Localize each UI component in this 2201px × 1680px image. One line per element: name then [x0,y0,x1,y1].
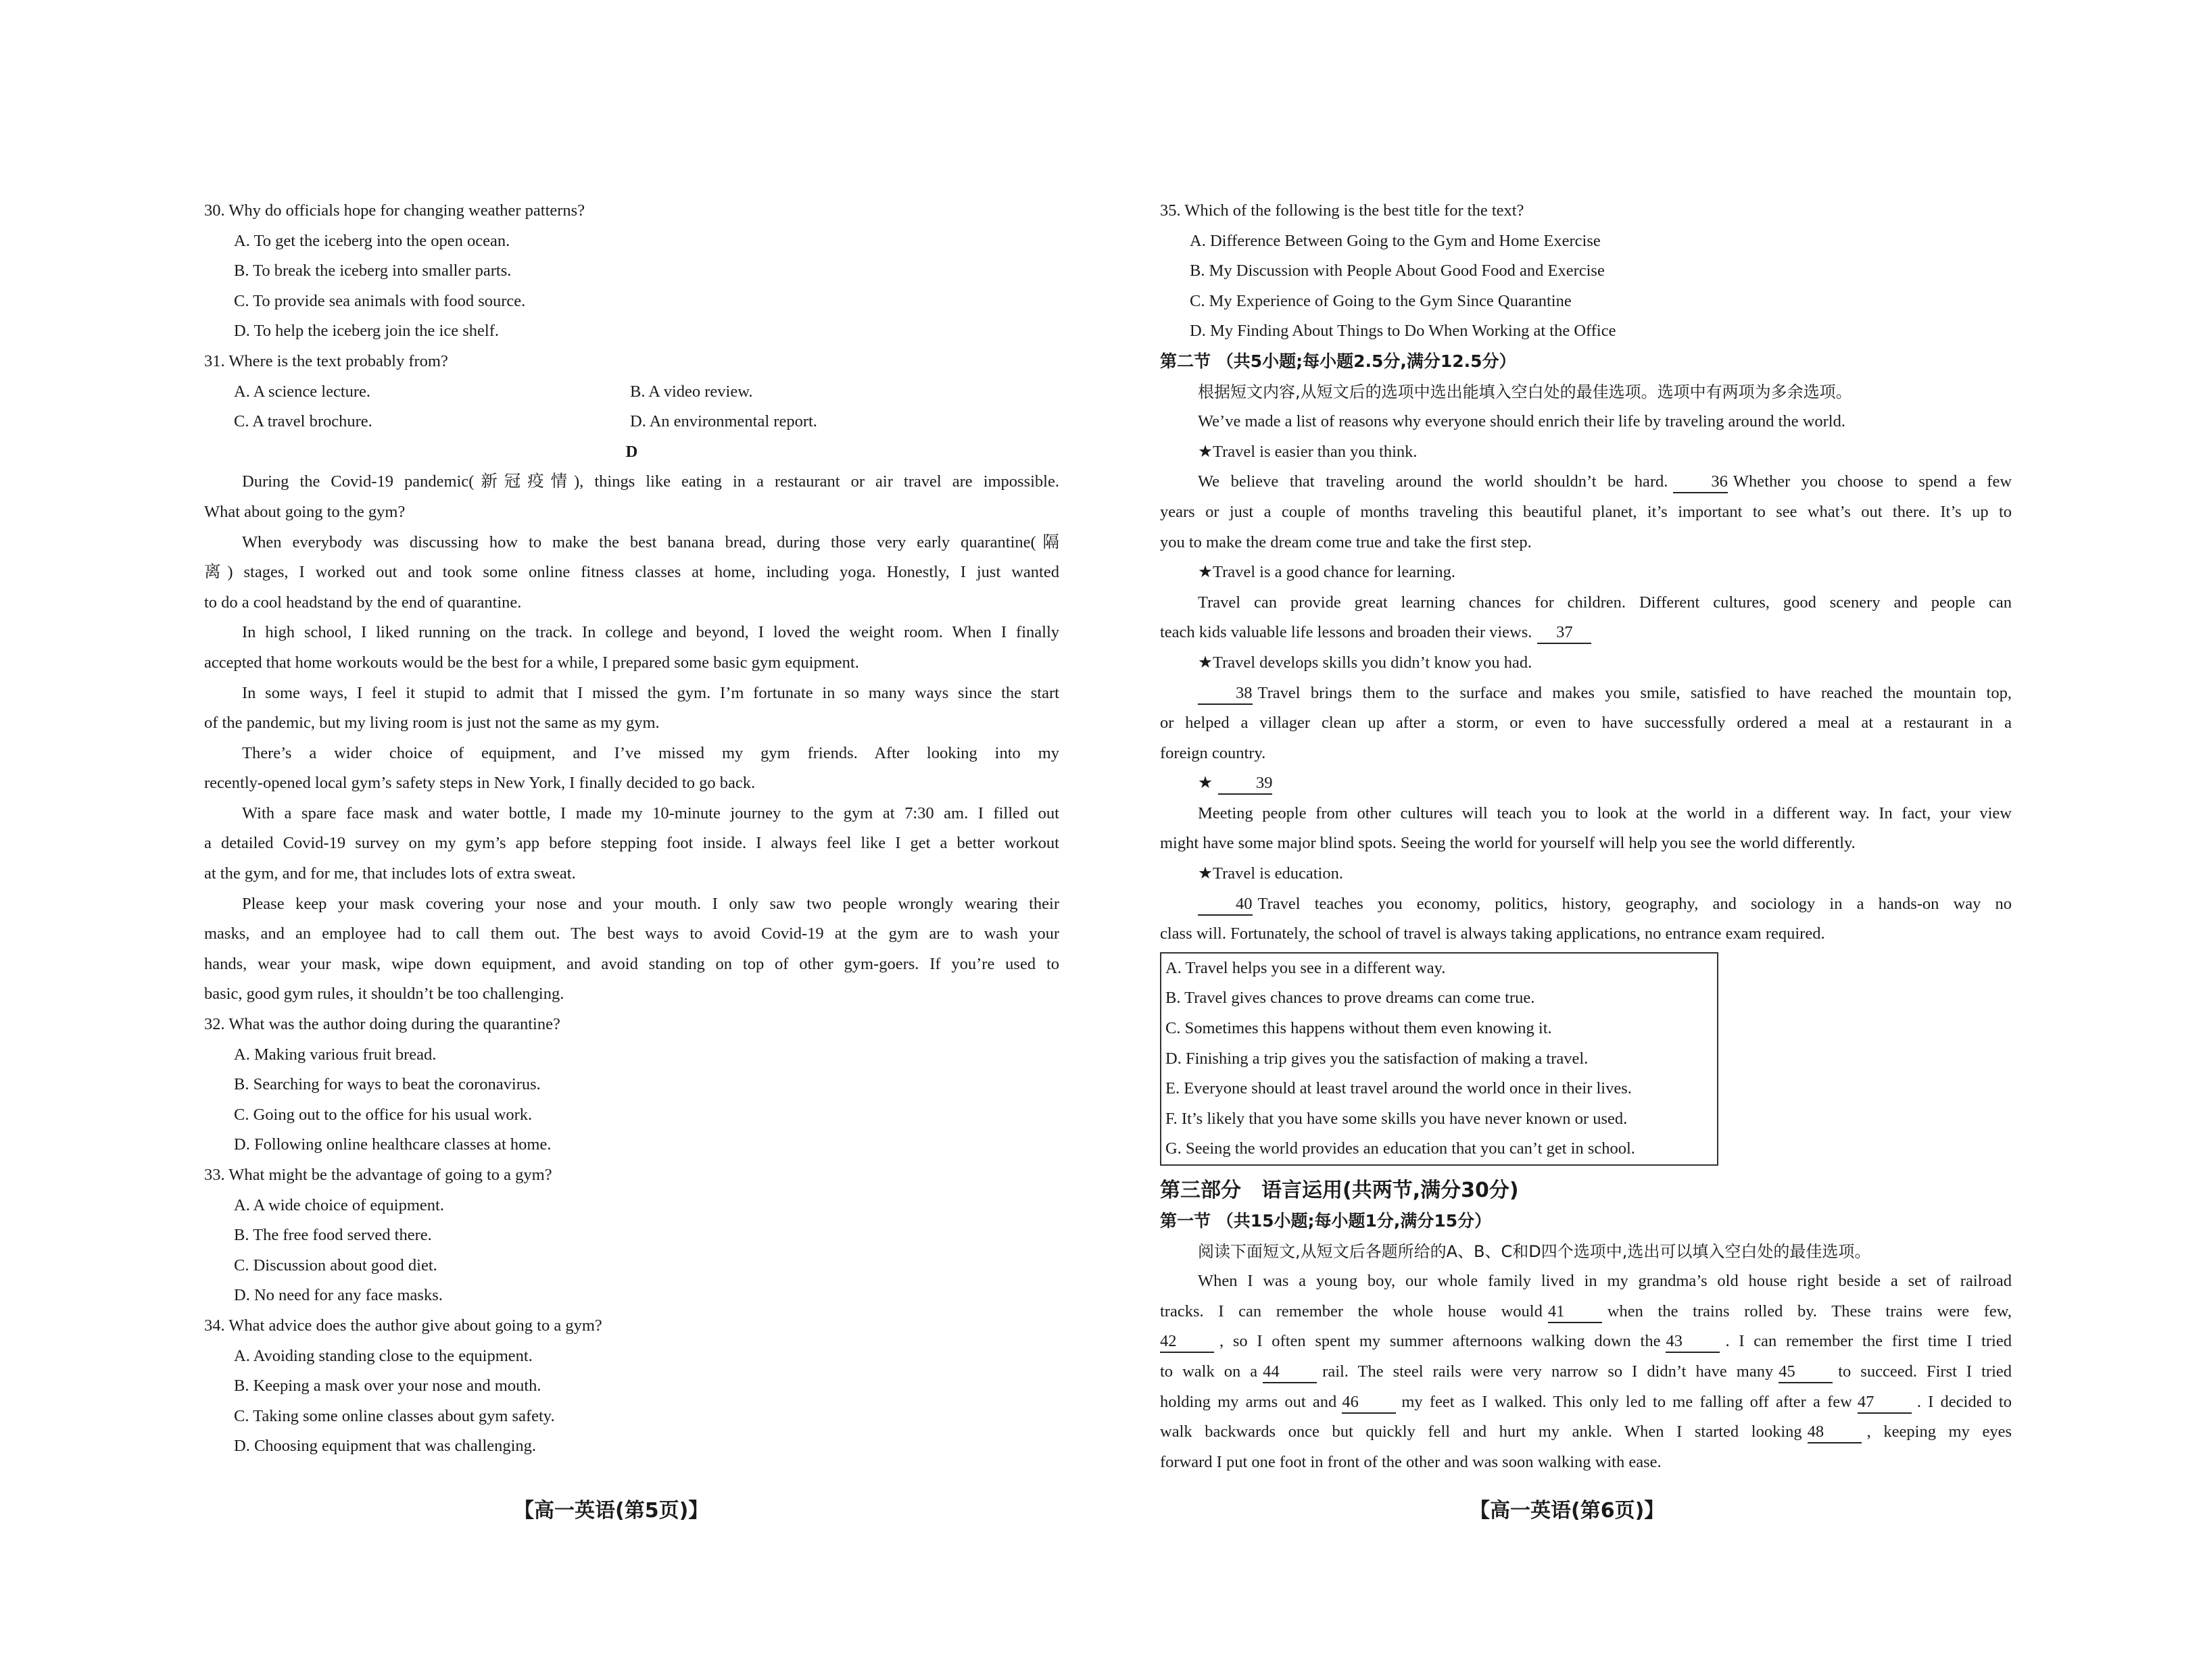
left-page [204,196,1059,1462]
option: A. Making various fruit bread. [234,1045,437,1064]
passage-line: With a spare face mask and water bottle, I made my 10-minute journey to the gym at 7:30 am. I filled out [242,804,1059,822]
option: C. A travel brochure. [234,412,372,431]
page-footer-left: 【高一英语(第5页)】 [514,1499,709,1523]
blank-38[interactable]: 38 [1198,683,1253,705]
blank-39[interactable]: 39 [1218,773,1273,795]
question-33: 33. What might be the advantage of going to a gym? [204,1166,552,1184]
passage-line: might have some major blind spots. Seeing the world for yourself will help you see the world differently. [1160,834,1856,853]
option: A. Difference Between Going to the Gym and Home Exercise [1190,231,1601,250]
question-34: 34. What advice does the author give about going to a gym? [204,1316,602,1335]
option: D. Choosing equipment that was challenging. [234,1437,537,1456]
option: B. Searching for ways to beat the coronavirus. [234,1075,541,1094]
option: A. To get the iceberg into the open ocean. [234,231,510,250]
passage-line: basic, good gym rules, it shouldn’t be too challenging. [204,985,564,1004]
option: D. To help the iceberg join the ice shelf. [234,322,499,341]
right-page [1160,196,2012,1477]
passage-line: When everybody was discussing how to make the best banana bread, during those very early quarantine(隔 [242,533,1059,551]
passage-heading: ★Travel develops skills you didn’t know you had. [1198,653,1532,672]
passage-line: to do a cool headstand by the end of quarantine. [204,593,522,612]
passage-line: In some ways, I feel it stupid to admit that I missed the gym. I’m fortunate in so many ways since the start [242,683,1059,702]
passage-line: There’s a wider choice of equipment, and I’ve missed my gym friends. After looking into my [242,743,1059,762]
passage-line: or helped a villager clean up after a storm, or even to have successfully ordered a meal at a restaurant in a [1160,714,2012,733]
text: to walk on a [1160,1362,1258,1381]
text: to succeed. First I tried [1838,1362,2012,1381]
passage-line: of the pandemic, but my living room is just not the same as my gym. [204,714,660,733]
option: B. To break the iceberg into smaller parts. [234,262,512,280]
cloze-line [1160,1327,2012,1357]
passage-heading: ★Travel is education. [1198,864,1343,883]
passage-line: a detailed Covid-19 survey on my gym’s app before stepping foot inside. I always feel like I get a better workout [204,834,1059,853]
section-1-instructions: 阅读下面短文,从短文后各题所给的A、B、C和D四个选项中,选出可以填入空白处的最佳选项。 [1198,1241,1871,1261]
text: , keeping my eyes [1866,1423,2012,1441]
question-35: 35. Which of the following is the best title for the text? [1160,201,1524,220]
text: Travel brings them to the surface and makes you smile, satisfied to have reached the mountain top, [1257,683,2012,702]
passage-line: foreign country. [1160,743,1266,762]
cloze-line [1160,1417,2012,1448]
passage-line: at the gym, and for me, that includes lots of extra sweat. [204,864,576,883]
passage-line: accepted that home workouts would be the best for a while, I prepared some basic gym equipment. [204,653,859,672]
text: tracks. I can remember the whole house would [1160,1302,1543,1320]
cloze-line [1160,1297,2012,1327]
section-2-title: 第二节 （共5小题;每小题2.5分,满分12.5分） [1160,351,1516,371]
passage-heading: ★Travel is easier than you think. [1198,442,1418,461]
text: holding my arms out and [1160,1392,1337,1411]
option: B. My Discussion with People About Good Food and Exercise [1190,262,1605,280]
box-option: A. Travel helps you see in a different way. [1165,958,1446,977]
text: walk backwards once but quickly fell and hurt my ankle. When I started looking [1160,1423,1802,1441]
question-31: 31. Where is the text probably from? [204,351,448,370]
text: Travel teaches you economy, politics, history, geography, and sociology in a hands-on way no [1257,894,2012,913]
cloze-line [1160,1387,2012,1418]
text: my feet as I walked. This only led to me falling off after a few [1401,1392,1852,1411]
passage-line: 离) stages, I worked out and took some online fitness classes at home, including yoga. Honestly, I just wanted [204,563,1059,582]
passage-heading: ★Travel is a good chance for learning. [1198,563,1455,582]
blank-36[interactable]: 36 [1673,472,1728,493]
text: teach kids valuable life lessons and broaden their views. [1160,623,1532,642]
text: . I can remember the first time I tried [1725,1332,2012,1351]
option: C. Discussion about good diet. [234,1256,437,1275]
blank-40[interactable]: 40 [1198,894,1253,916]
blank-46[interactable]: 46 [1342,1392,1396,1414]
option: D. Following online healthcare classes at home. [234,1135,552,1154]
blank-41[interactable]: 41 [1548,1302,1602,1323]
option: C. Going out to the office for his usual work. [234,1105,533,1124]
passage-line: Meeting people from other cultures will teach you to look at the world in a different way. In fact, your view [1198,804,2012,822]
blank-42[interactable]: 42 [1160,1331,1214,1353]
cloze-line: forward I put one foot in front of the other and was soon walking with ease. [1160,1452,1662,1471]
section-1-title: 第一节 （共15小题;每小题1分,满分15分） [1160,1211,1492,1231]
passage-line: hands, wear your mask, wipe down equipment, and avoid standing on top of other gym-goers. If you’re used to [204,954,1059,973]
option-row [204,377,1059,407]
option: C. To provide sea animals with food source. [234,291,526,310]
passage-line: Travel can provide great learning chances for children. Different cultures, good scenery and people can [1198,593,2012,612]
option: D. My Finding About Things to Do When Working at the Office [1190,322,1616,341]
passage-line: Please keep your mask covering your nose and your mouth. I only saw two people wrongly wearing their [242,894,1059,913]
passage-line: years or just a couple of months traveling this beautiful planet, it’s important to see what’s out there. It’s up to [1160,502,2012,521]
option: C. Taking some online classes about gym safety. [234,1406,555,1425]
blank-37[interactable]: 37 [1537,622,1591,644]
text: , so I often spent my summer afternoons walking down the [1219,1332,1661,1351]
question-32: 32. What was the author doing during the quarantine? [204,1015,560,1034]
option: B. The free food served there. [234,1226,432,1245]
passage-line: you to make the dream come true and take the first step. [1160,533,1532,551]
passage-intro: We’ve made a list of reasons why everyone should enrich their life by traveling around the world. [1198,412,1845,431]
passage-line [1160,618,2012,648]
box-option: E. Everyone should at least travel around the world once in their lives. [1165,1079,1632,1098]
question-30: 30. Why do officials hope for changing weather patterns? [204,201,585,220]
passage-line [1160,889,2012,920]
passage-line [1160,678,2012,709]
box-option: G. Seeing the world provides an education that you can’t get in school. [1165,1139,1635,1158]
passage-line: What about going to the gym? [204,502,406,521]
option: D. An environmental report. [630,412,817,431]
passage-line [1160,467,2012,497]
blank-48[interactable]: 48 [1808,1422,1862,1443]
passage-line: class will. Fortunately, the school of travel is always taking applications, no entrance exam required. [1160,924,1825,943]
text: Whether you choose to spend a few [1733,472,2012,491]
page-footer-right: 【高一英语(第6页)】 [1470,1499,1665,1523]
option: B. A video review. [630,382,753,401]
passage-heading [1160,768,2012,799]
part-3-title: 第三部分 语言运用(共两节,满分30分) [1160,1179,1519,1202]
section-2-instructions: 根据短文内容,从短文后的选项中选出能填入空白处的最佳选项。选项中有两项为多余选项。 [1198,382,1852,401]
box-option: C. Sometimes this happens without them even knowing it. [1165,1019,1552,1038]
cloze-line: When I was a young boy, our whole family lived in my grandma’s old house right beside a set of railroad [1198,1272,2012,1291]
blank-43[interactable]: 43 [1666,1331,1720,1353]
passage-line: recently-opened local gym’s safety steps in New York, I finally decided to go back. [204,774,756,793]
passage-line: masks, and an employee had to call them out. The best ways to avoid Covid-19 at the gym are to wash your [204,924,1059,943]
passage-letter: D [625,442,638,461]
option: C. My Experience of Going to the Gym Since Quarantine [1190,291,1572,310]
text: We believe that traveling around the world shouldn’t be hard. [1198,472,1668,491]
box-option: B. Travel gives chances to prove dreams can come true. [1165,989,1535,1008]
text: rail. The steel rails were very narrow so I didn’t have many [1322,1362,1774,1381]
box-option: F. It’s likely that you have some skills you have never known or used. [1165,1109,1628,1128]
option: A. Avoiding standing close to the equipment. [234,1346,533,1365]
blank-44[interactable]: 44 [1263,1362,1317,1383]
passage-line: During the Covid-19 pandemic(新冠疫情), things like eating in a restaurant or air travel are impossible. [242,472,1059,491]
options-box [1160,952,1718,1166]
option: A. A wide choice of equipment. [234,1195,444,1214]
blank-45[interactable]: 45 [1779,1362,1833,1383]
star-icon: ★ [1198,774,1213,793]
passage-line: In high school, I liked running on the track. In college and beyond, I loved the weight room. When I finally [242,623,1059,642]
option-row [204,407,1059,437]
box-option: D. Finishing a trip gives you the satisfaction of making a travel. [1165,1049,1589,1068]
text: when the trains rolled by. These trains were few, [1607,1302,2012,1320]
option: A. A science lecture. [234,382,371,401]
option: B. Keeping a mask over your nose and mouth. [234,1377,541,1395]
blank-47[interactable]: 47 [1858,1392,1912,1414]
option: D. No need for any face masks. [234,1286,443,1305]
cloze-line [1160,1357,2012,1387]
text: . I decided to [1916,1392,2012,1411]
